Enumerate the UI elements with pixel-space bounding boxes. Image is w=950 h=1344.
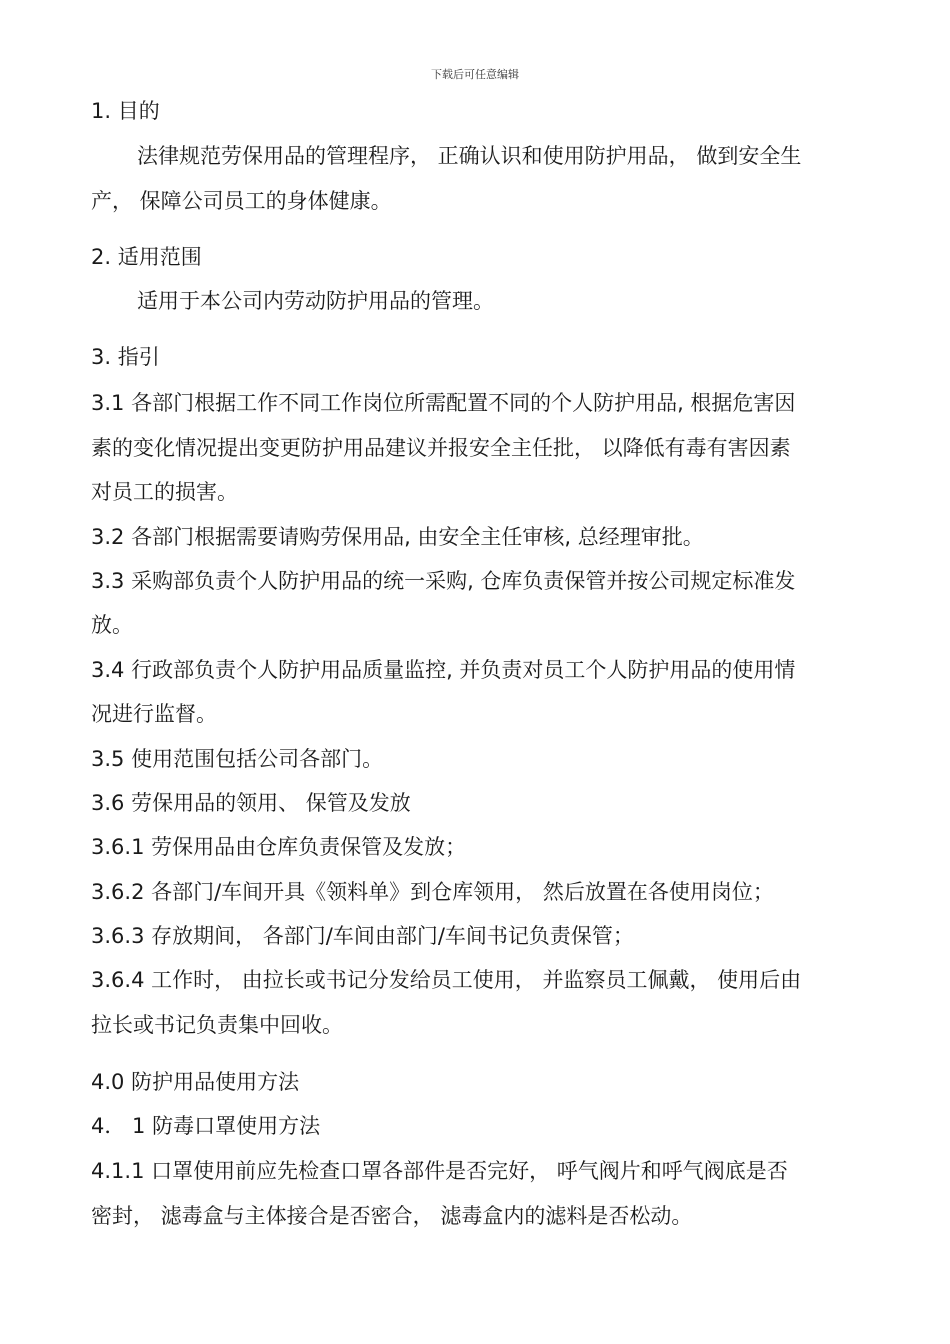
text-line: 4.1.1 口罩使用前应先检查口罩各部件是否完好， 呼气阀片和呼气阀底是否 xyxy=(91,1159,788,1183)
text-line: 产， 保障公司员工的身体健康。 xyxy=(91,189,392,213)
text-line: 对员工的损害。 xyxy=(91,480,238,504)
page-header: 下载后可任意编辑 xyxy=(431,68,519,81)
text-line: 密封， 滤毒盒与主体接合是否密合， 滤毒盒内的滤料是否松动。 xyxy=(91,1204,693,1228)
text-line: 3.6.3 存放期间， 各部门/车间由部门/车间书记负责保管； xyxy=(91,924,634,948)
text-line: 况进行监督。 xyxy=(91,702,217,726)
section-heading: 1. 目的 xyxy=(91,99,160,123)
text-line: 3.6 劳保用品的领用、 保管及发放 xyxy=(91,791,411,815)
text-line: 拉长或书记负责集中回收。 xyxy=(91,1013,343,1037)
text-line: 3.6.4 工作时， 由拉长或书记分发给员工使用， 并监察员工佩戴， 使用后由 xyxy=(91,968,802,992)
section-heading: 3. 指引 xyxy=(91,345,160,369)
text-line: 3.6.2 各部门/车间开具《领料单》到仓库领用， 然后放置在各使用岗位； xyxy=(91,880,774,904)
text-line: 3.3 采购部负责个人防护用品的统一采购, 仓库负责保管并按公司规定标准发 xyxy=(91,569,796,593)
text-line: 3.1 各部门根据工作不同工作岗位所需配置不同的个人防护用品, 根据危害因 xyxy=(91,391,796,415)
text-line: 4． 1 防毒口罩使用方法 xyxy=(91,1114,321,1138)
text-line: 素的变化情况提出变更防护用品建议并报安全主任批， 以降低有毒有害因素 xyxy=(91,436,791,460)
text-line: 3.2 各部门根据需要请购劳保用品, 由安全主任审核, 总经理审批。 xyxy=(91,525,704,549)
text-line: 法律规范劳保用品的管理程序， 正确认识和使用防护用品， 做到安全生 xyxy=(137,144,802,168)
section-heading: 2. 适用范围 xyxy=(91,245,202,269)
text-line: 放。 xyxy=(91,613,133,637)
section-heading: 4.0 防护用品使用方法 xyxy=(91,1070,300,1094)
text-line: 3.6.1 劳保用品由仓库负责保管及发放； xyxy=(91,835,467,859)
text-line: 3.4 行政部负责个人防护用品质量监控, 并负责对员工个人防护用品的使用情 xyxy=(91,658,796,682)
text-line: 适用于本公司内劳动防护用品的管理。 xyxy=(137,289,494,313)
text-line: 3.5 使用范围包括公司各部门。 xyxy=(91,747,384,771)
